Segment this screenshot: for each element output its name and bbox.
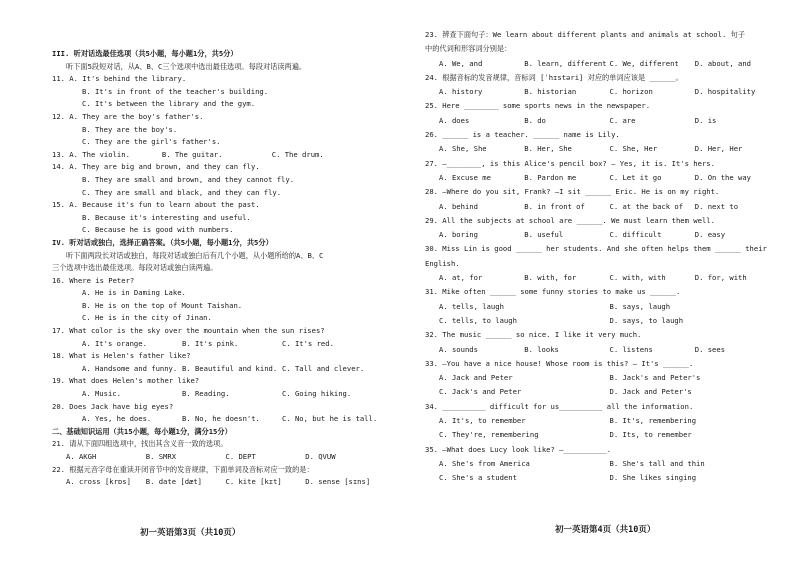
q24-stem: 24. 根据音标的发音规律，音标词 [ˈhɪstəri] 对应的单词应该是 ______。	[425, 72, 683, 82]
q31-option-a: A. tells, laugh	[439, 301, 504, 311]
q13-option-a: 13. A. The violin.	[52, 149, 130, 159]
q34-options-cd	[425, 428, 780, 442]
q28-options	[425, 200, 780, 214]
section-2-heading: 二、基础知识运用（共15小题，每小题1分，满分15分）	[52, 426, 232, 436]
q16-option-c: C. He is in the city of Jinan.	[82, 313, 212, 323]
q29-option-c: C. difficult	[609, 230, 662, 240]
q35-options-ab	[425, 457, 780, 471]
q20-option-c: C. No, but he is tall.	[281, 414, 378, 424]
q30-stem: 30. Miss Lin is good ______ her students. And she often helps them ______ their	[425, 244, 767, 254]
q24-option-c: C. horizon	[609, 87, 653, 97]
section-3-heading: III. 听对话选最佳选项（共5小题，每小题1分，共5分）	[52, 49, 238, 58]
q35-option-c: C. She's a student	[439, 473, 517, 483]
q21-stem: 21. 请从下面四组选项中，找出其含义音一致的选项。	[52, 439, 228, 449]
q12-option-c: C. They are the girl's father's.	[82, 137, 221, 147]
q26-option-a: A. She, She	[439, 144, 487, 154]
q18-stem: 18. What is Helen's father like?	[52, 351, 191, 361]
q21-option-b: B. SMRX	[145, 452, 177, 461]
q14-option-c: C. They are small and black, and they can fly.	[82, 187, 282, 197]
q28-stem: 28. —Where do you sit, Frank? —I sit ______ Eric. He is on my right.	[425, 187, 720, 197]
q23-stem-cont: 中的代词和形容词分别是：	[425, 44, 512, 54]
q15-option-c: C. Because he is good with numbers.	[82, 225, 234, 235]
q13-option-b: B. The guitar.	[161, 149, 223, 159]
q26-stem: 26. ______ is a teacher. ______ name is Lily.	[425, 130, 620, 140]
q26-options	[425, 142, 780, 156]
q12-option-b: B. They are the boy's.	[82, 124, 178, 134]
q26-option-c: C. She, Her	[609, 144, 658, 154]
q33-options-cd	[425, 385, 780, 399]
q32-options	[425, 343, 780, 357]
q35-stem: 35. —What does Lucy look like? —__________.	[425, 444, 612, 454]
q33-stem: 33. —You have a nice house! Whose room is this? — It's ______.	[425, 358, 694, 368]
q28-option-a: A. behind	[439, 201, 478, 211]
q22-option-c: C. kite [kɪt]	[225, 477, 282, 487]
q30-stem-cont: English.	[425, 258, 460, 268]
q29-option-a: A. boring	[439, 230, 478, 240]
q32-option-c: C. listens	[609, 344, 653, 354]
q22-option-d: D. sense [sɪns]	[305, 477, 371, 487]
q24-options	[425, 85, 780, 99]
q22-option-a: A. cross [krɒs]	[66, 477, 131, 487]
q28-option-d: D. next to	[694, 201, 739, 211]
q15-option-a: 15. A. Because it's fun to learn about the past.	[52, 200, 260, 210]
q19-option-b: B. Reading.	[181, 389, 230, 399]
q34-stem: 34. __________ difficult for us__________ all the information.	[425, 401, 694, 411]
section-4-instructions-line2: 三个选项中选出最佳选项。每段对话或独白读两遍。	[52, 263, 218, 273]
q33-option-a: A. Jack and Peter	[439, 373, 513, 383]
q30-option-c: C. with, with	[609, 273, 666, 283]
q26-option-d: D. Her, Her	[694, 144, 743, 154]
q29-option-d: D. easy	[694, 230, 726, 240]
page-4	[397, 0, 794, 561]
q27-stem: 27. —________, is this Alice's pencil box? — Yes, it is. It's hers.	[425, 158, 715, 168]
q28-option-b: B. in front of	[524, 201, 585, 211]
q32-option-d: D. sees	[694, 344, 726, 354]
q17-option-c: C. It's red.	[281, 338, 334, 348]
q34-option-c: C. They're, remembering	[439, 430, 539, 440]
q25-option-a: A. does	[439, 115, 470, 125]
q33-options-ab	[425, 371, 780, 385]
q17-options	[52, 338, 385, 351]
q35-option-a: A. She's from America	[439, 458, 530, 468]
q22-options	[52, 476, 385, 489]
q30-option-b: B. with, for	[524, 273, 577, 283]
q35-options-cd	[425, 471, 780, 485]
q21-options	[52, 451, 385, 464]
q13-option-c: C. The drum.	[271, 149, 324, 159]
q31-option-b: B. says, laugh	[609, 301, 671, 311]
section-4-instructions-line1: 听下面两段长对话或独白，每段对话或独白后有几个小题，从小题所给的A、B、C	[66, 250, 324, 260]
q31-option-c: C. tells, to laugh	[439, 315, 517, 325]
q19-option-a: A. Music.	[82, 389, 121, 399]
q33-option-b: B. Jack's and Peter's	[609, 373, 701, 383]
q18-options	[52, 363, 385, 376]
q29-option-b: B. useful	[524, 230, 564, 240]
q21-option-c: C. DEPT	[225, 452, 256, 461]
q34-option-d: D. Its, to remember	[609, 430, 692, 440]
q23-options	[425, 57, 780, 71]
q21-option-d: D. QVUW	[305, 452, 336, 461]
section-3-instructions: 听下面5段短对话，从A、B、C三个选项中选出最佳选项。每段对话读两遍。	[66, 61, 307, 71]
q16-option-a: A. He is in Daming Lake.	[82, 288, 186, 298]
q17-option-b: B. It's pink.	[181, 338, 239, 348]
q11-option-a: 11. A. It's behind the library.	[52, 74, 187, 84]
q18-option-a: A. Handsome and funny.	[82, 363, 178, 373]
q20-option-a: A. Yes, he does.	[82, 414, 152, 424]
q19-stem: 19. What does Helen's mother like?	[52, 376, 200, 386]
q21-option-a: A. AKGH	[66, 452, 97, 461]
q34-option-a: A. It's, to remember	[439, 416, 526, 426]
q27-option-d: D. On the way	[694, 172, 752, 182]
q15-option-b: B. Because it's interesting and useful.	[82, 212, 251, 222]
q20-options	[52, 413, 385, 426]
q33-option-c: C. Jack's and Peter	[439, 387, 522, 397]
q25-option-c: C. are	[609, 115, 636, 125]
q34-options-ab	[425, 414, 780, 428]
q11-option-b: B. It's in front of the teacher's building.	[82, 86, 269, 96]
q24-option-b: B. historian	[524, 87, 577, 97]
q19-options	[52, 388, 385, 401]
q17-option-a: A. It's orange.	[82, 338, 147, 348]
q23-option-d: D. about, and	[694, 58, 752, 68]
q13-options	[52, 149, 385, 162]
q34-option-b: B. It's, remembering	[609, 416, 697, 426]
q26-option-b: B. Her, She	[524, 144, 572, 154]
q18-option-b: B. Beautiful and kind.	[181, 363, 278, 373]
q20-stem: 20. Does Jack have big eyes?	[52, 401, 174, 411]
q27-options	[425, 171, 780, 185]
q31-option-d: D. says, to laugh	[609, 315, 684, 325]
q18-option-c: C. Tall and clever.	[281, 363, 365, 373]
q32-option-a: A. sounds	[439, 344, 478, 354]
page-3-footer: 初一英语第3页（共10页）	[140, 528, 241, 538]
q31-stem: 31. Mike often ______ some funny stories to make us ______.	[425, 287, 681, 297]
q25-options	[425, 114, 780, 128]
page-4-footer: 初一英语第4页（共10页）	[555, 525, 656, 535]
q33-option-d: D. Jack and Peter's	[609, 387, 692, 397]
q23-option-b: B. learn, different	[524, 58, 607, 68]
q32-option-b: B. looks	[524, 344, 559, 354]
section-4-heading: IV. 听对话或独白，选择正确答案。（共5小题，每小题1分，共5分）	[52, 237, 273, 247]
q23-stem: 23. 辨查下面句子：We learn about different plants and animals at school. 句子	[425, 30, 745, 39]
q20-option-b: B. No, he doesn't.	[181, 414, 260, 424]
q27-option-c: C. Let it go	[609, 172, 662, 182]
q23-option-c: C. We, different	[609, 58, 679, 68]
q35-option-b: B. She's tall and thin	[609, 458, 705, 468]
q31-options-cd	[425, 314, 780, 328]
q24-option-a: A. history	[439, 87, 483, 97]
q17-stem: 17. What color is the sky over the mountain when the sun rises?	[52, 326, 325, 336]
q12-option-a: 12. A. They are the boy's father's.	[52, 111, 204, 121]
q27-option-a: A. Excuse me	[439, 172, 491, 182]
q25-option-b: B. do	[524, 115, 546, 125]
q29-stem: 29. All the subjects at school are ______. We must learn them well.	[425, 215, 715, 225]
q11-option-c: C. It's between the library and the gym.	[82, 99, 256, 109]
q25-option-d: D. is	[694, 115, 717, 125]
q24-option-d: D. hospitality	[694, 87, 756, 97]
q30-option-d: D. for, with	[694, 273, 747, 283]
q27-option-b: B. Pardon me	[524, 172, 577, 182]
q16-stem: 16. Where is Peter?	[52, 275, 135, 285]
q30-options	[425, 271, 780, 285]
q22-stem: 22. 根据元音字母在重读开闭音节中的发音规律，下面单词及音标对应一致的是：	[52, 464, 314, 474]
q31-options-ab	[425, 300, 780, 314]
q30-option-a: A. at, for	[439, 273, 483, 283]
q14-option-b: B. They are small and brown, and they cannot fly.	[82, 174, 295, 184]
q19-option-c: C. Going hiking.	[281, 389, 352, 399]
q35-option-d: D. She likes singing	[609, 473, 697, 483]
q23-option-a: A. We, and	[439, 58, 483, 68]
q25-stem: 25. Here ________ some sports news in the newspaper.	[425, 101, 651, 111]
q32-stem: 32. The music ______ so nice. I like it very much.	[425, 330, 642, 340]
q22-option-b: B. date [dæt]	[145, 477, 203, 487]
q14-option-a: 14. A. They are big and brown, and they can fly.	[52, 162, 260, 172]
q28-option-c: C. at the back of	[609, 201, 684, 211]
q29-options	[425, 228, 780, 242]
q16-option-b: B. He is on the top of Mount Taishan.	[82, 300, 243, 310]
